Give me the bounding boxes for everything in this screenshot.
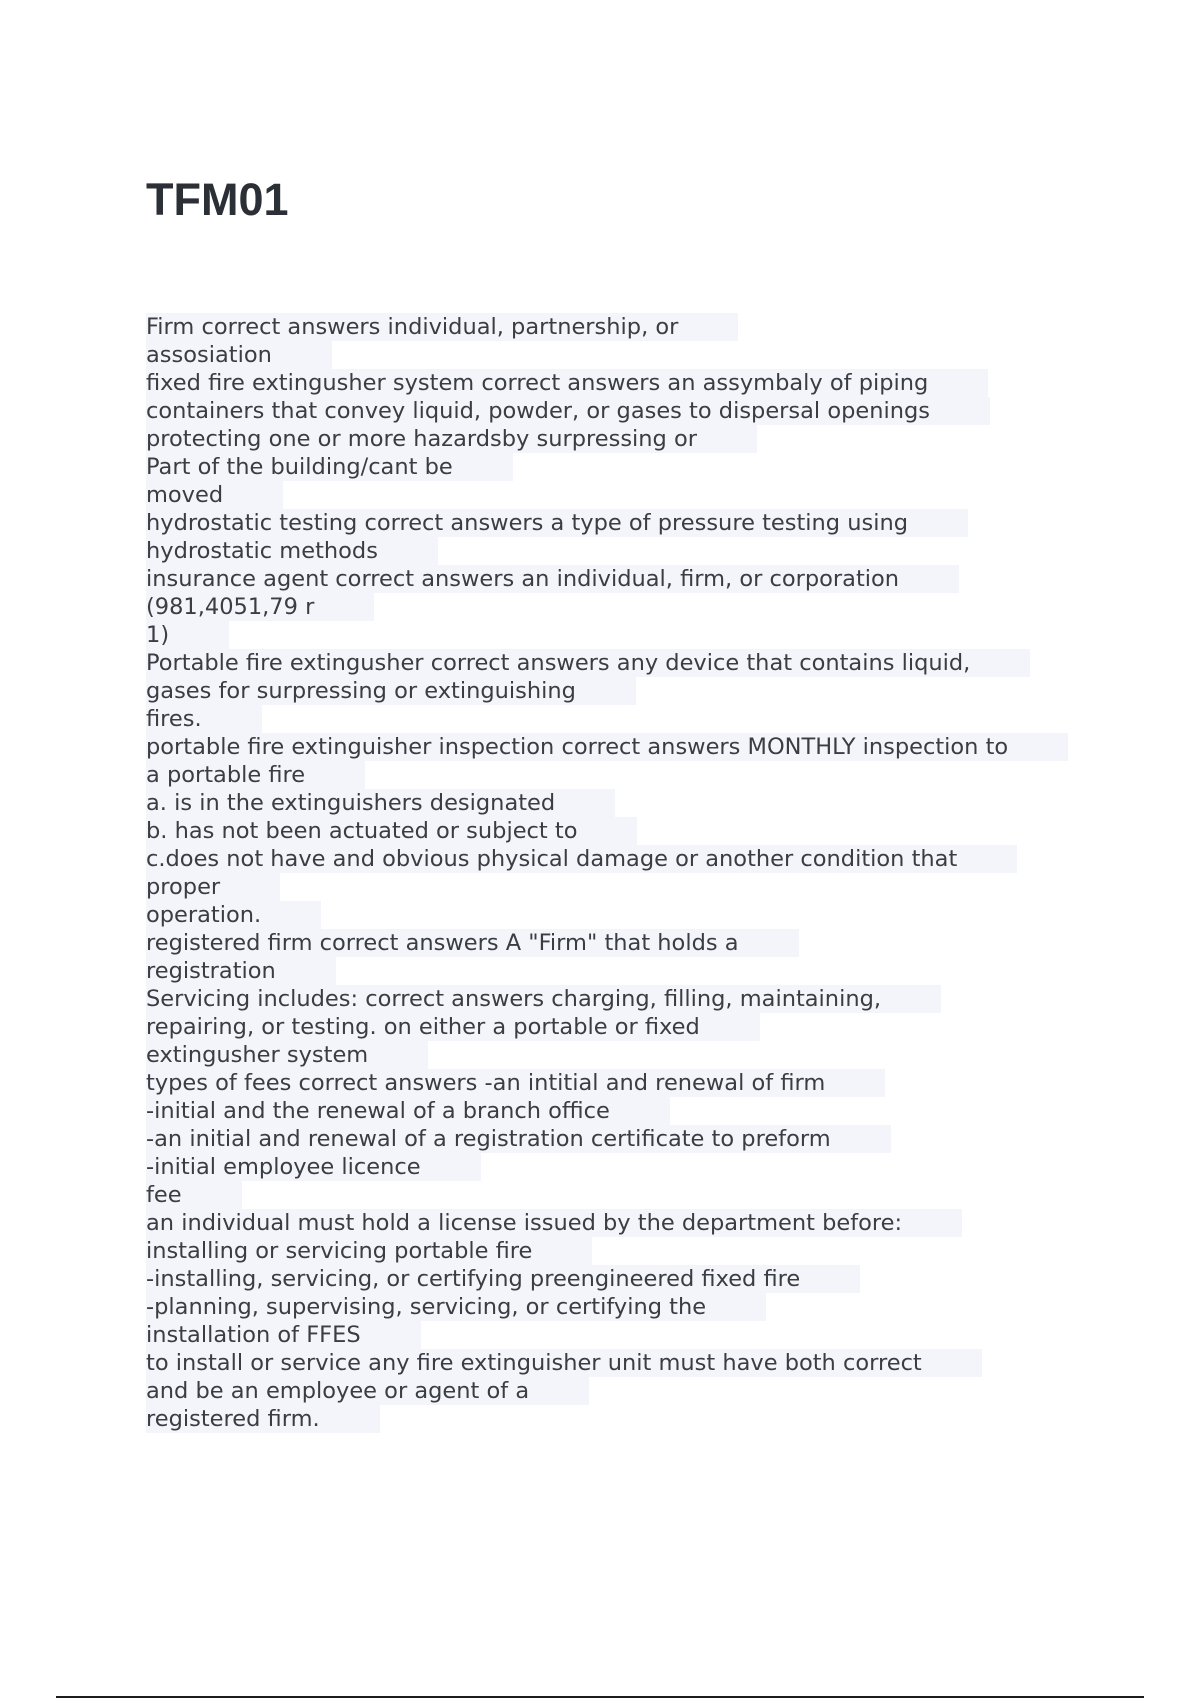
text-line: -installing, servicing, or certifying preengineered fixed fire xyxy=(146,1265,1106,1293)
text-line: -an initial and renewal of a registration certificate to preform xyxy=(146,1125,1106,1153)
text-line: c.does not have and obvious physical damage or another condition that xyxy=(146,845,1106,873)
text-line: registered firm correct answers A "Firm" that holds a xyxy=(146,929,1106,957)
text-line: operation. xyxy=(146,901,1106,929)
text-line: protecting one or more hazardsby surpressing or xyxy=(146,425,1106,453)
text-line: registration xyxy=(146,957,1106,985)
bottom-divider xyxy=(56,1696,1144,1698)
text-line: -initial employee licence xyxy=(146,1153,1106,1181)
text-line: hydrostatic methods xyxy=(146,537,1106,565)
text-line: -initial and the renewal of a branch office xyxy=(146,1097,1106,1125)
page-title: TFM01 xyxy=(146,174,289,225)
text-line: fee xyxy=(146,1181,1106,1209)
text-line: a. is in the extinguishers designated xyxy=(146,789,1106,817)
text-line: extingusher system xyxy=(146,1041,1106,1069)
text-line: Servicing includes: correct answers charging, filling, maintaining, xyxy=(146,985,1106,1013)
text-line: to install or service any fire extinguisher unit must have both correct xyxy=(146,1349,1106,1377)
text-line: gases for surpressing or extinguishing xyxy=(146,677,1106,705)
text-line: assosiation xyxy=(146,341,1106,369)
text-line: hydrostatic testing correct answers a type of pressure testing using xyxy=(146,509,1106,537)
text-line: installing or servicing portable fire xyxy=(146,1237,1106,1265)
text-line: a portable fire xyxy=(146,761,1106,789)
text-line: types of fees correct answers -an intitial and renewal of firm xyxy=(146,1069,1106,1097)
text-line: Portable fire extingusher correct answers any device that contains liquid, xyxy=(146,649,1106,677)
text-line: repairing, or testing. on either a portable or fixed xyxy=(146,1013,1106,1041)
text-line: Firm correct answers individual, partnership, or xyxy=(146,313,1106,341)
text-line: fires. xyxy=(146,705,1106,733)
text-line: insurance agent correct answers an individual, firm, or corporation xyxy=(146,565,1106,593)
text-line: Part of the building/cant be xyxy=(146,453,1106,481)
text-line: an individual must hold a license issued by the department before: xyxy=(146,1209,1106,1237)
text-line: -planning, supervising, servicing, or certifying the xyxy=(146,1293,1106,1321)
text-line: 1) xyxy=(146,621,1106,649)
text-line: installation of FFES xyxy=(146,1321,1106,1349)
text-line: moved xyxy=(146,481,1106,509)
text-line: containers that convey liquid, powder, or gases to dispersal openings xyxy=(146,397,1106,425)
text-line: and be an employee or agent of a xyxy=(146,1377,1106,1405)
text-line: (981,4051,79 r xyxy=(146,593,1106,621)
text-line: registered firm. xyxy=(146,1405,1106,1433)
text-line: fixed fire extingusher system correct answers an assymbaly of piping xyxy=(146,369,1106,397)
text-line: portable fire extinguisher inspection correct answers MONTHLY inspection to xyxy=(146,733,1106,761)
document-body xyxy=(146,313,1106,1433)
text-line: proper xyxy=(146,873,1106,901)
text-line: b. has not been actuated or subject to xyxy=(146,817,1106,845)
